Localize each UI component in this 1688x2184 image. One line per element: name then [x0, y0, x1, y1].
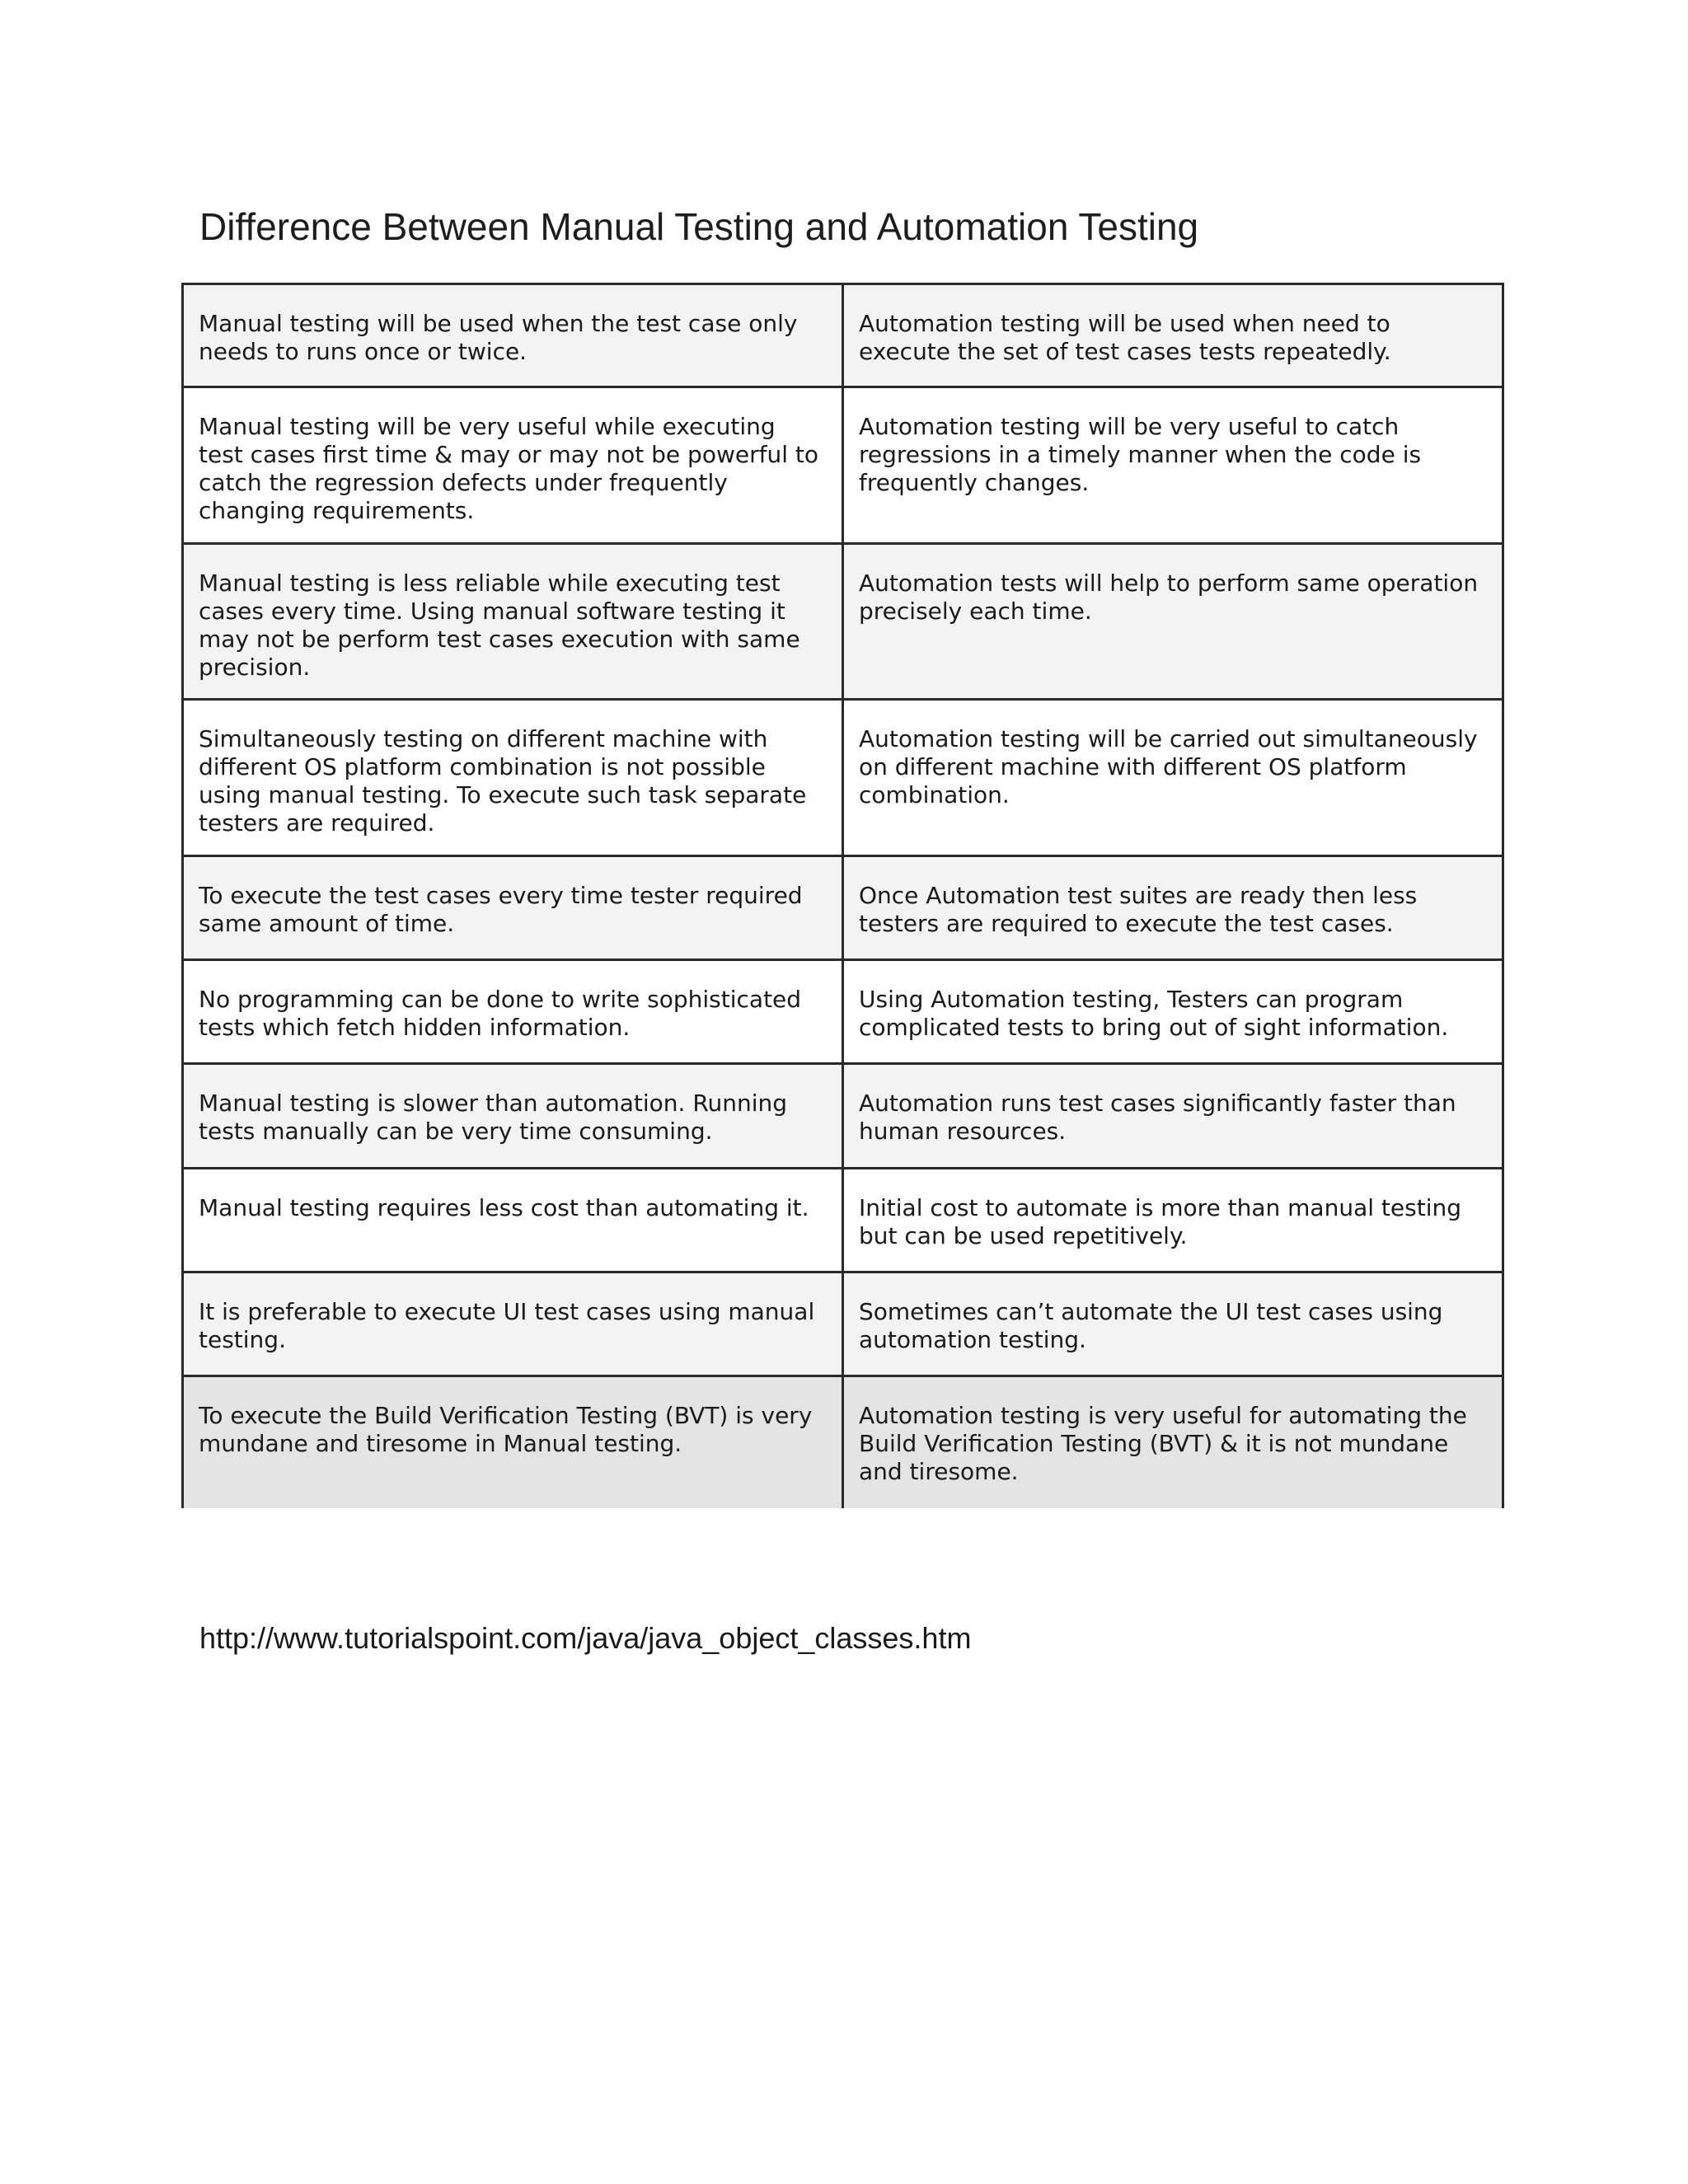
manual-cell: To execute the Build Verification Testing (BVT) is very mundane and tiresome in Manual testing. — [183, 1376, 843, 1508]
comparison-table — [181, 283, 1504, 1508]
table-row — [183, 1376, 1503, 1508]
automation-cell: Automation testing will be very useful to catch regressions in a timely manner when the code is frequently changes. — [843, 387, 1503, 544]
table-row — [183, 1169, 1503, 1272]
automation-cell: Automation tests will help to perform same operation precisely each time. — [843, 544, 1503, 700]
automation-cell: Automation testing will be used when need to execute the set of test cases tests repeatedly. — [843, 284, 1503, 387]
automation-cell: Automation testing will be carried out simultaneously on different machine with different OS platform combination. — [843, 700, 1503, 856]
manual-cell: Manual testing will be used when the test case only needs to runs once or twice. — [183, 284, 843, 387]
table-row — [183, 700, 1503, 856]
manual-cell: Simultaneously testing on different machine with different OS platform combination is not possible using manual testing. To execute such task separate testers are required. — [183, 700, 843, 856]
page-title: Difference Between Manual Testing and Automation Testing — [199, 205, 1199, 248]
source-url: http://www.tutorialspoint.com/java/java_object_classes.htm — [199, 1621, 972, 1655]
table-row — [183, 856, 1503, 960]
table-row — [183, 387, 1503, 544]
manual-cell: Manual testing is slower than automation. Running tests manually can be very time consuming. — [183, 1064, 843, 1169]
table-row — [183, 960, 1503, 1064]
automation-cell: Once Automation test suites are ready then less testers are required to execute the test cases. — [843, 856, 1503, 960]
manual-cell: To execute the test cases every time tester required same amount of time. — [183, 856, 843, 960]
table-row — [183, 1064, 1503, 1169]
automation-cell: Sometimes can’t automate the UI test cases using automation testing. — [843, 1272, 1503, 1376]
manual-cell: It is preferable to execute UI test cases using manual testing. — [183, 1272, 843, 1376]
automation-cell: Automation runs test cases significantly faster than human resources. — [843, 1064, 1503, 1169]
manual-cell: Manual testing will be very useful while executing test cases first time & may or may not be powerful to catch the regression defects under frequently changing requirements. — [183, 387, 843, 544]
table-row — [183, 284, 1503, 387]
automation-cell: Initial cost to automate is more than manual testing but can be used repetitively. — [843, 1169, 1503, 1272]
automation-cell: Using Automation testing, Testers can program complicated tests to bring out of sight information. — [843, 960, 1503, 1064]
manual-cell: Manual testing requires less cost than automating it. — [183, 1169, 843, 1272]
automation-cell: Automation testing is very useful for automating the Build Verification Testing (BVT) & it is not mundane and tiresome. — [843, 1376, 1503, 1508]
manual-cell: Manual testing is less reliable while executing test cases every time. Using manual software testing it may not be perform test cases execution with same precision. — [183, 544, 843, 700]
table-row — [183, 1272, 1503, 1376]
manual-cell: No programming can be done to write sophisticated tests which fetch hidden information. — [183, 960, 843, 1064]
table-row — [183, 544, 1503, 700]
comparison-table-container — [181, 283, 1504, 1508]
